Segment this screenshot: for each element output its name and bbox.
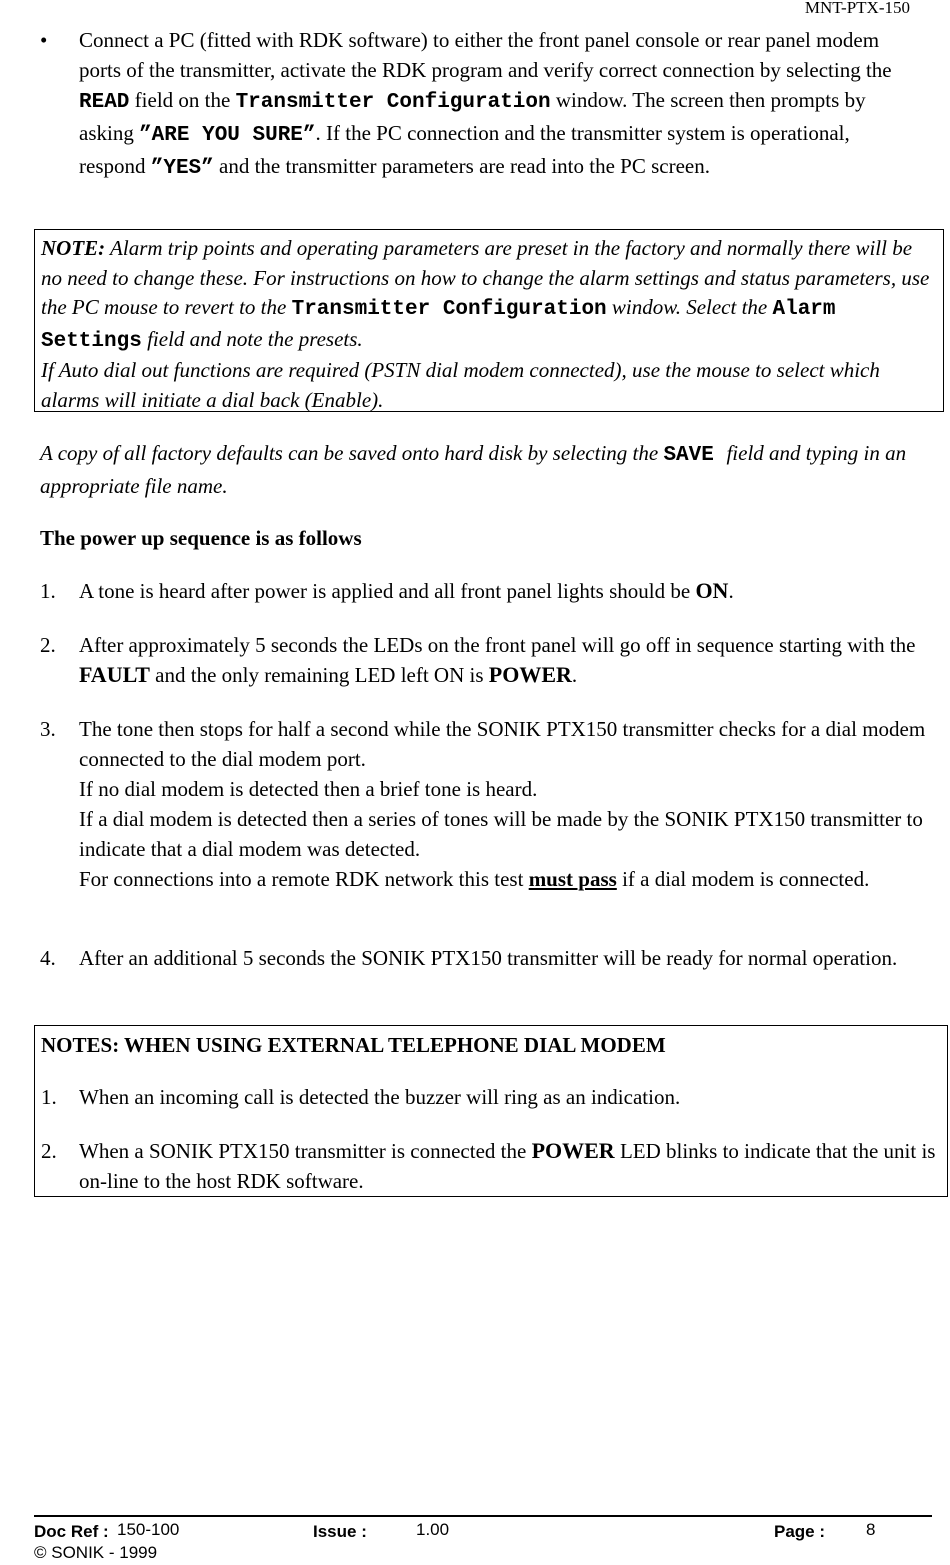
note-item: 1. When an incoming call is detected the buzzer will ring as an indication. <box>41 1085 681 1109</box>
alarm-settings-label: Alarm Settings <box>41 298 836 353</box>
power-label: POWER <box>531 1138 615 1163</box>
dial-modem-notes-box <box>34 1025 948 1197</box>
fault-label: FAULT <box>79 662 150 687</box>
sequence-item: 1. A tone is heard after power is applied and all front panel lights should be ON. <box>40 578 734 603</box>
issue-value: 1.00 <box>416 1520 450 1539</box>
sequence-heading: The power up sequence is as follows <box>40 526 362 550</box>
doc-ref: Doc Ref : <box>34 1522 109 1541</box>
page-label: Page : <box>774 1522 826 1541</box>
issue-label: Issue : <box>313 1522 367 1541</box>
doc-ref-value: 150-100 <box>117 1520 180 1539</box>
are-you-sure-prompt: ”ARE YOU SURE” <box>139 124 316 147</box>
save-paragraph: A copy of all factory defaults can be saved onto hard disk by selecting the SAVE field and typing in an appropriate file name. <box>40 441 907 498</box>
save-field-label: SAVE <box>663 444 727 467</box>
sequence-item: 4. After an additional 5 seconds the SONIK PTX150 transmitter will be ready for normal operation. <box>40 946 898 970</box>
note-label: NOTE: <box>41 236 106 260</box>
notes-title: NOTES: WHEN USING EXTERNAL TELEPHONE DIAL MODEM <box>41 1033 666 1057</box>
must-pass-text: must pass <box>528 867 617 891</box>
transmitter-configuration-label: Transmitter Configuration <box>235 91 551 114</box>
intro-bullet-item <box>40 25 920 184</box>
auto-dial-note: If Auto dial out functions are required (PSTN dial modem connected), use the mouse to select which alarms will initiate a dial back (Enable). <box>41 358 880 412</box>
power-label: POWER <box>488 662 572 687</box>
intro-text: Connect a PC (fitted with RDK software) to either the front panel console or rear panel modem ports of the transmitter, activate the RDK program and verify correct connection by selecting the READ field on the Transmitter Configuration window. The screen then prompts by asking ”ARE YOU SURE”. If the PC connection and the transmitter system is operational, respond ”YES” and the transmitter parameters are read into the PC screen. <box>79 28 892 180</box>
page-number: 8 <box>866 1520 876 1539</box>
sequence-item: 3. The tone then stops for half a second while the SONIK PTX150 transmitter checks for a dial modem connected to the dial modem port. If no dial modem is detected then a brief tone is heard. If a dial modem is detected then a series of tones will be made by the SONIK PTX150 transmitter to indicate that a dial modem was detected. For connections into a remote RDK network this test must pass if a dial modem is connected. <box>40 717 926 891</box>
note-item: 2. When a SONIK PTX150 transmitter is connected the POWER LED blinks to indicate that the unit is on-line to the host RDK software. <box>41 1138 936 1193</box>
sequence-item: 2. After approximately 5 seconds the LEDs on the front panel will go off in sequence starting with the FAULT and the only remaining LED left ON is POWER. <box>40 633 916 687</box>
on-label: ON <box>695 578 729 603</box>
note-box: NOTE: Alarm trip points and operating parameters are preset in the factory and normally there will be no need to change these. For instructions on how to change the alarm settings and status parameters, use the PC mouse to revert to the Transmitter Configuration window. Select the Alarm Settings field and note the presets. If Auto dial out functions are required (PSTN dial modem connected), use the mouse to select which alarms will initiate a dial back (Enable). <box>34 229 944 412</box>
document-id: MNT-PTX-150 <box>804 0 910 17</box>
copyright: © SONIK - 1999 <box>34 1543 158 1562</box>
yes-response: ”YES” <box>150 157 214 180</box>
bullet-icon: • <box>40 28 48 52</box>
footer-divider <box>34 1515 932 1517</box>
read-field-label: READ <box>79 91 130 114</box>
transmitter-configuration-label: Transmitter Configuration <box>291 298 607 321</box>
